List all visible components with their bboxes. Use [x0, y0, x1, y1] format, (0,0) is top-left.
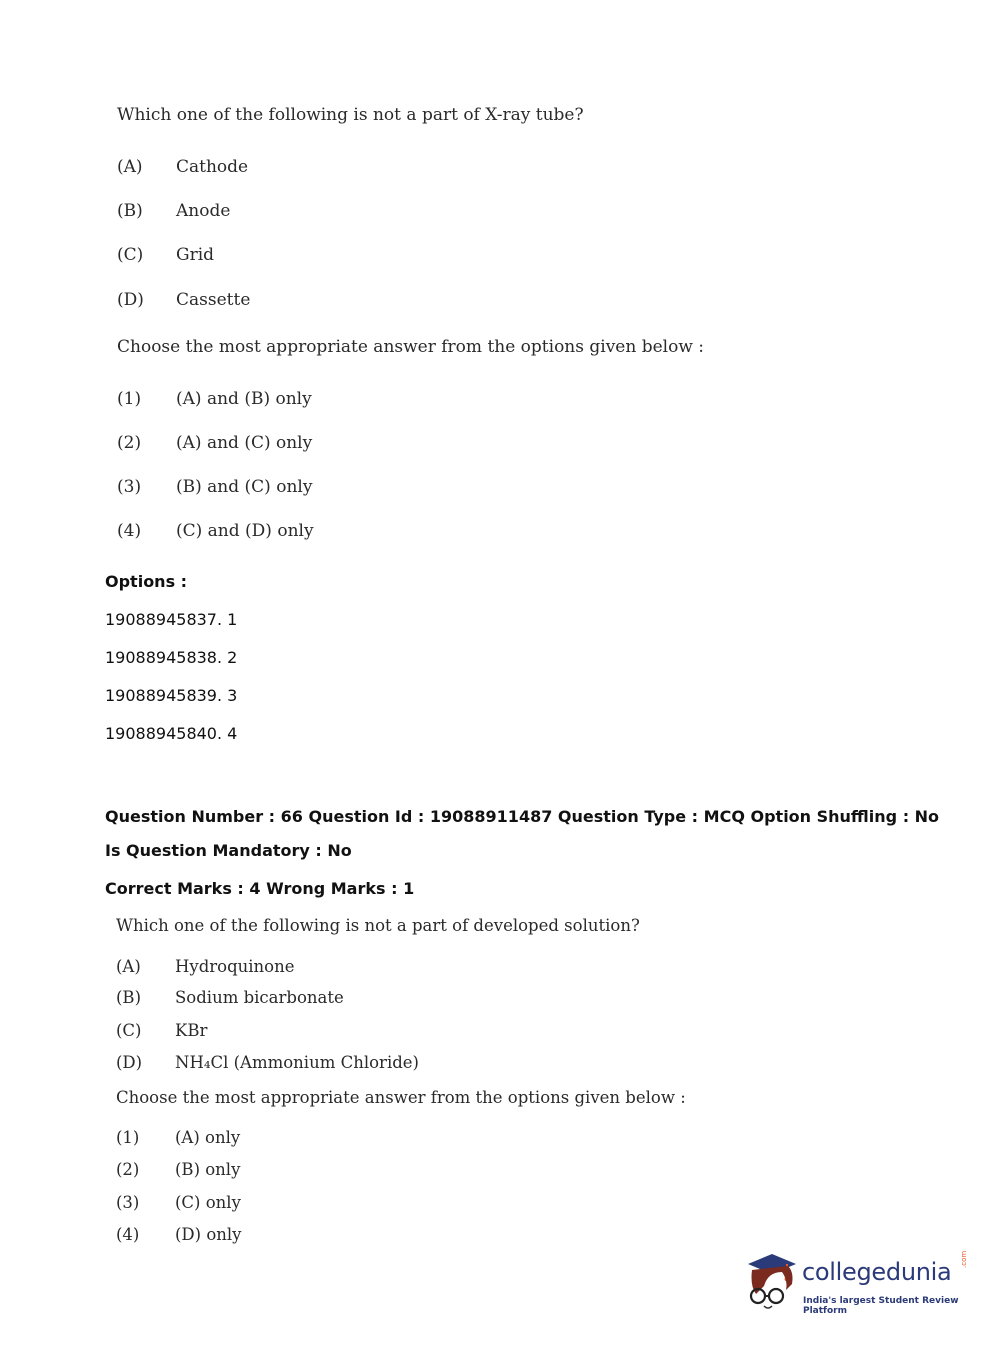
q1-statement-text: Cassette — [176, 290, 251, 310]
q2-statement-text: Sodium bicarbonate — [175, 988, 344, 1007]
q2-choice-label: (2) — [116, 1160, 140, 1179]
logo-com: .com — [960, 1250, 968, 1268]
q1-statement-label: (B) — [117, 201, 143, 221]
q2-statement-label: (B) — [116, 988, 141, 1007]
q2-choice-label: (4) — [116, 1225, 140, 1244]
q1-statement-text: Cathode — [176, 157, 249, 177]
q2-choice-label: (3) — [116, 1193, 140, 1212]
q2-instruction: Choose the most appropriate answer from the options given below : — [116, 1088, 686, 1107]
q1-statement-label: (D) — [117, 290, 144, 310]
option-id: 19088945840. 4 — [105, 724, 238, 743]
q2-statement-label: (D) — [116, 1053, 143, 1072]
q1-choice-text: (B) and (C) only — [176, 477, 313, 497]
q2-choice-text: (A) only — [175, 1128, 241, 1147]
q2-choice-label: (1) — [116, 1128, 140, 1147]
q2-statement-label: (C) — [116, 1021, 142, 1040]
q1-statement-text: Grid — [176, 245, 215, 265]
q2-choice-text: (D) only — [175, 1225, 242, 1244]
q1-choice-label: (4) — [117, 521, 142, 541]
logo-name: collegedunia — [802, 1258, 952, 1286]
option-id: 19088945838. 2 — [105, 648, 238, 667]
options-heading: Options : — [105, 572, 188, 591]
q1-statement-text: Anode — [176, 201, 231, 221]
q2-choice-text: (C) only — [175, 1193, 241, 1212]
q1-instruction: Choose the most appropriate answer from the options given below : — [117, 337, 705, 357]
q2-statement-text: Hydroquinone — [175, 957, 295, 976]
q1-statement-label: (C) — [117, 245, 144, 265]
q1-choice-text: (C) and (D) only — [176, 521, 314, 541]
q1-choice-label: (1) — [117, 389, 142, 409]
q1-statement-label: (A) — [117, 157, 143, 177]
question-2-text: Which one of the following is not a part of developed solution? — [116, 916, 640, 935]
question-1-text: Which one of the following is not a part of X-ray tube? — [117, 105, 584, 125]
q2-statement-text: NH₄Cl (Ammonium Chloride) — [175, 1053, 419, 1072]
question-mandatory: Is Question Mandatory : No — [105, 841, 352, 860]
q2-statement-text: KBr — [175, 1021, 208, 1040]
question-meta: Question Number : 66 Question Id : 19088911487 Question Type : MCQ Option Shuffling : No — [105, 807, 940, 826]
question-marks: Correct Marks : 4 Wrong Marks : 1 — [105, 879, 415, 898]
option-id: 19088945837. 1 — [105, 610, 238, 629]
q2-choice-text: (B) only — [175, 1160, 241, 1179]
q1-choice-text: (A) and (C) only — [176, 433, 313, 453]
mascot-icon — [742, 1250, 800, 1316]
q2-statement-label: (A) — [116, 957, 141, 976]
collegedunia-logo — [742, 1248, 972, 1318]
q1-choice-label: (2) — [117, 433, 142, 453]
q1-choice-label: (3) — [117, 477, 142, 497]
option-id: 19088945839. 3 — [105, 686, 238, 705]
logo-tagline: India's largest Student Review Platform — [803, 1296, 959, 1316]
q1-choice-text: (A) and (B) only — [176, 389, 312, 409]
